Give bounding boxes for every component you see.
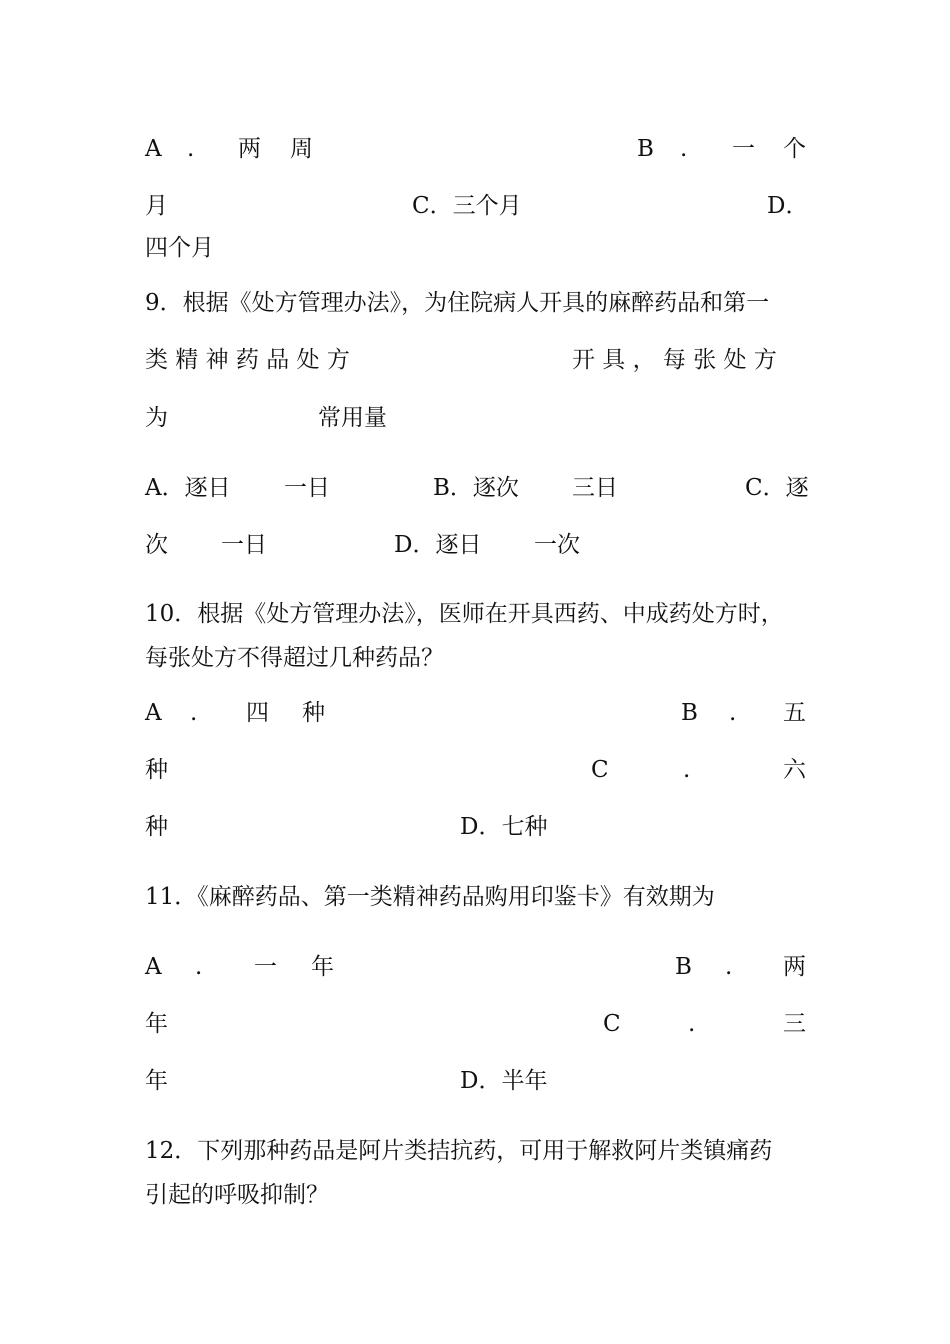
q11-option-c-letter: C bbox=[603, 1011, 621, 1037]
q10-option-b-text-2: 种 bbox=[145, 757, 168, 783]
q9-stem-line-2b: 开 具 ， 每 张 处 方 bbox=[572, 347, 777, 373]
q9-option-a: A．逐日 bbox=[145, 475, 231, 501]
q8-option-c: C．三个月 bbox=[412, 193, 522, 219]
q9-option-c: C．逐 bbox=[745, 475, 809, 501]
q8-option-b-dot: . bbox=[680, 136, 688, 162]
q11-option-d: D．半年 bbox=[460, 1068, 548, 1094]
q8-option-d-text: 四个月 bbox=[145, 235, 214, 261]
q10-option-a-text-1: 四 bbox=[246, 700, 269, 726]
q10-option-b-dot: . bbox=[729, 700, 737, 726]
q9-stem-line-2a: 类 精 神 药 品 处 方 bbox=[145, 347, 350, 373]
q10-option-c-letter: C bbox=[591, 757, 609, 783]
q10-option-c-dot: . bbox=[683, 757, 691, 783]
q10-option-b-text-1: 五 bbox=[783, 700, 806, 726]
q12-stem-line-1: 12．下列那种药品是阿片类拮抗药，可用于解救阿片类镇痛药 bbox=[145, 1138, 773, 1164]
q9-stem-line-3a: 为 bbox=[145, 405, 168, 431]
q10-option-a-dot: . bbox=[190, 700, 198, 726]
q9-stem-line-1: 9．根据《处方管理办法》，为住院病人开具的麻醉药品和第一 bbox=[145, 290, 770, 316]
q8-option-d-label: D． bbox=[767, 193, 809, 219]
q11-option-a-text-1: 一 bbox=[254, 954, 277, 980]
q10-option-a-letter: A bbox=[145, 700, 162, 726]
q9-option-b: B．逐次 bbox=[433, 475, 519, 501]
q9-option-c-2: 次 bbox=[145, 532, 168, 558]
q11-option-b-letter: B bbox=[675, 954, 692, 980]
q11-option-a-dot: . bbox=[195, 954, 203, 980]
q11-option-c-dot: . bbox=[688, 1011, 696, 1037]
q9-option-a-2: 一日 bbox=[284, 475, 330, 501]
q9-option-d-2: 一次 bbox=[534, 532, 580, 558]
q10-option-c-text-1: 六 bbox=[783, 757, 806, 783]
q10-stem-line-2: 每张处方不得超过几种药品？ bbox=[145, 645, 444, 671]
q8-option-b-text-2: 个 bbox=[783, 136, 806, 162]
q11-option-b-text-1: 两 bbox=[783, 954, 806, 980]
q11-option-c-text-1: 三 bbox=[783, 1011, 806, 1037]
q11-stem-line-1: 11．《麻醉药品、第一类精神药品购用印鉴卡》有效期为 bbox=[145, 884, 715, 910]
q11-option-a-letter: A bbox=[145, 954, 162, 980]
q10-option-d: D．七种 bbox=[460, 814, 548, 840]
q8-option-a-letter: A bbox=[145, 136, 162, 162]
q8-option-a-text-2: 周 bbox=[290, 136, 313, 162]
q12-stem-line-2: 引起的呼吸抑制？ bbox=[145, 1182, 329, 1208]
q10-option-b-letter: B bbox=[681, 700, 698, 726]
q10-option-c-text-2: 种 bbox=[145, 814, 168, 840]
q8-option-a-dot: . bbox=[187, 136, 195, 162]
q11-option-a-text-2: 年 bbox=[311, 954, 334, 980]
q8-option-b-text-1: 一 bbox=[732, 136, 755, 162]
q11-option-b-dot: . bbox=[725, 954, 733, 980]
q8-option-a-text-1: 两 bbox=[238, 136, 261, 162]
q10-stem-line-1: 10．根据《处方管理办法》，医师在开具西药、中成药处方时， bbox=[145, 601, 784, 627]
q8-option-b-letter: B bbox=[637, 136, 654, 162]
q11-option-b-text-2: 年 bbox=[145, 1011, 168, 1037]
q9-option-d: D．逐日 bbox=[394, 532, 482, 558]
q11-option-c-text-2: 年 bbox=[145, 1068, 168, 1094]
q8-option-b-text-3: 月 bbox=[145, 193, 168, 219]
q10-option-a-text-2: 种 bbox=[302, 700, 325, 726]
q9-option-c-3: 一日 bbox=[221, 532, 267, 558]
q9-stem-line-3b: 常用量 bbox=[318, 405, 387, 431]
q9-option-b-2: 三日 bbox=[572, 475, 618, 501]
